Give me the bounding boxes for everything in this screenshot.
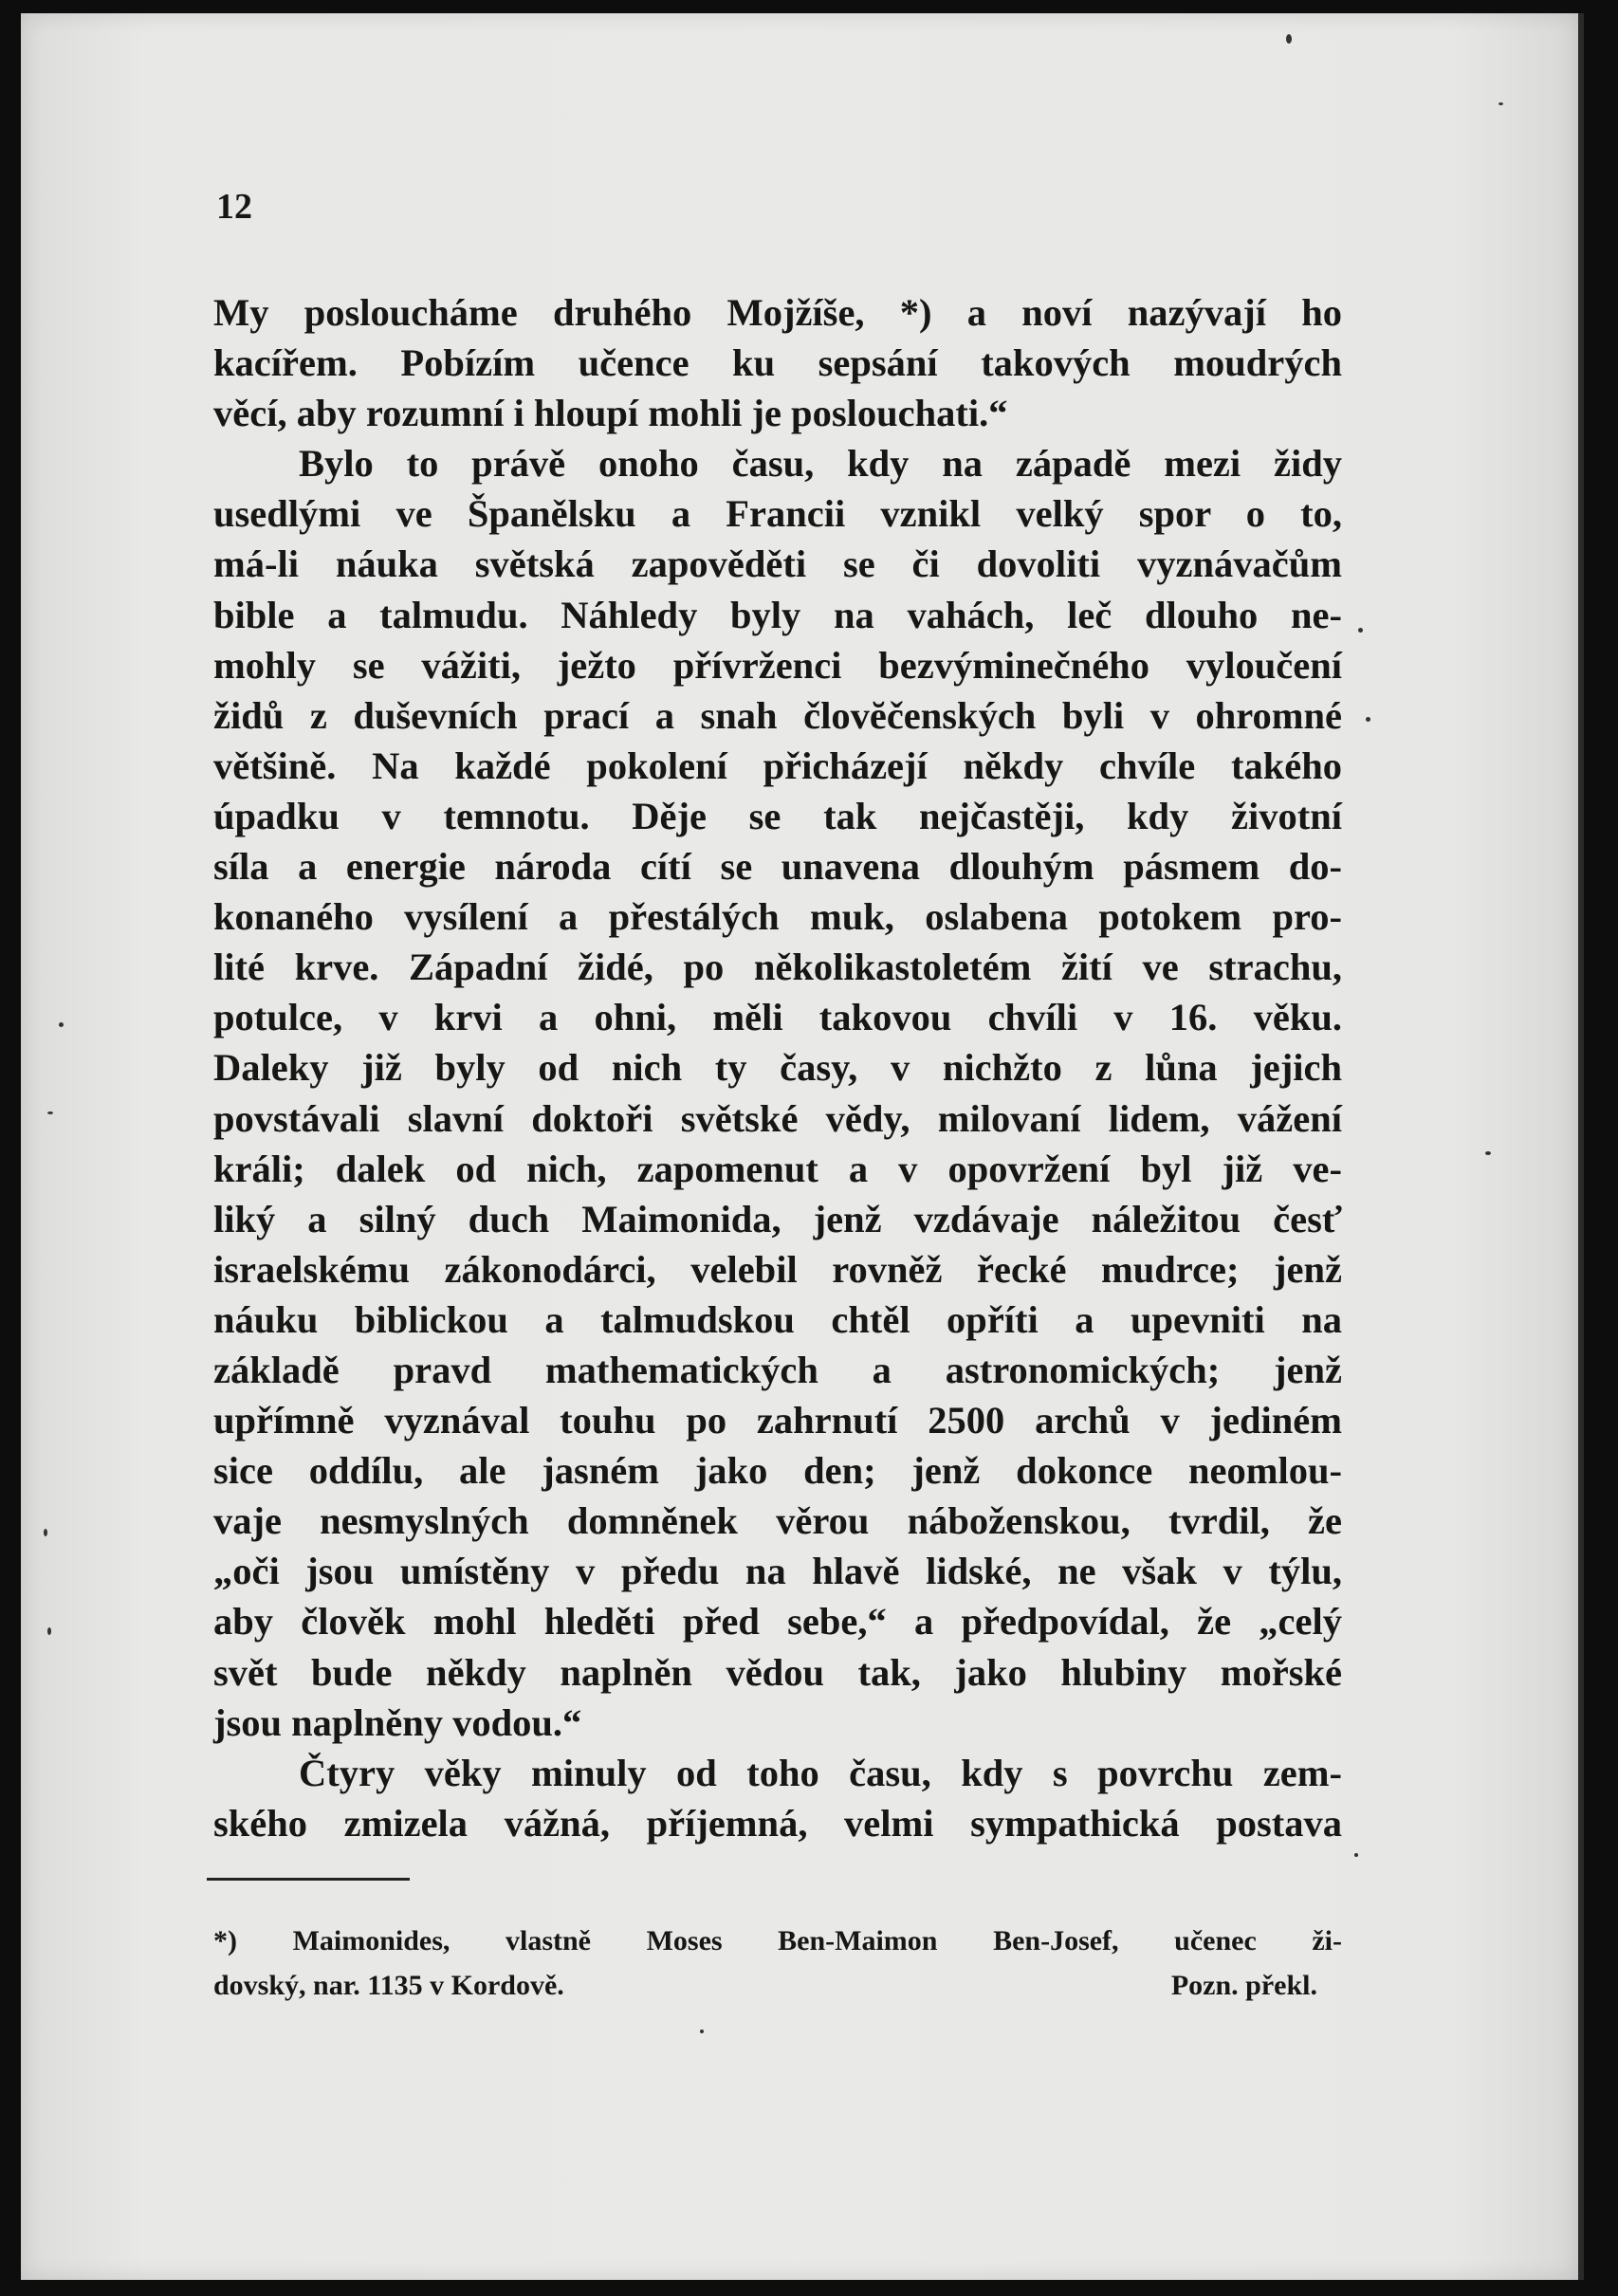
page-edge-shadow: [1578, 13, 1584, 2280]
text-line: většině. Na každé pokolení přicházejí někdy chvíle takého: [213, 744, 1342, 787]
text-line: židů z duševních prací a snah človĕčenských byli v ohromné: [213, 693, 1342, 737]
text-line: má-li náuka světská zapověděti se či dovoliti vyznávačům: [213, 542, 1342, 586]
scan-speck: [1366, 717, 1370, 722]
text-line: israelskému zákonodárci, velebil rovněž řecké mudrce; jenž: [213, 1247, 1342, 1291]
text-line: potulce, v krvi a ohni, měli takovou chvíli v 16. věku.: [213, 996, 1342, 1039]
text-line: náuku biblickou a talmudskou chtěl opříti a upevniti na: [213, 1297, 1342, 1341]
text-line: svět bude někdy naplněn vědou tak, jako hlubiny mořské: [213, 1650, 1342, 1694]
text-line: králi; dalek od nich, zapomenut a v opovržení byl již ve-: [213, 1147, 1342, 1190]
body-text: [213, 287, 1342, 1848]
scan-speck: [1485, 1151, 1491, 1155]
text-line: povstávali slavní doktoři světské vědy, milovaní lidem, vážení: [213, 1096, 1342, 1140]
text-line: usedlými ve Španělsku a Francii vznikl velký spor o to,: [213, 492, 1342, 536]
text-line: liký a silný duch Maimonida, jenž vzdávaje náležitou česť: [213, 1197, 1342, 1240]
scan-speck: [1354, 1853, 1358, 1857]
text-line: ského zmizela vážná, příjemná, velmi sympathická postava: [213, 1801, 1342, 1845]
text-line: základě pravd mathematických a astronomických; jenž: [213, 1348, 1342, 1391]
footnote: [213, 1919, 1342, 2008]
footnote-line: *) Maimonides, vlastně Moses Ben-Maimon Ben-Josef, učenec ži-: [213, 1925, 1342, 1956]
text-line: lité krve. Západní židé, po několikastoletém žití ve strachu,: [213, 946, 1342, 989]
footnote-text: dovský, nar. 1135 v Kordově.: [213, 1970, 564, 2001]
scan-speck: [59, 1022, 64, 1027]
text-line: bible a talmudu. Náhledy byly na vahách, leč dlouho ne-: [213, 593, 1342, 636]
scan-speck: [47, 1627, 51, 1635]
text-line: mohly se vážiti, ježto přívrženci bezvýminečného vyloučení: [213, 643, 1342, 687]
text-line: konaného vysílení a přestálých muk, oslabena potokem pro-: [213, 895, 1342, 939]
scan-speck: [1286, 34, 1292, 44]
scan-speck: [700, 2030, 704, 2033]
text-line: „oči jsou umístěny v předu na hlavě lidské, ne však v týlu,: [213, 1550, 1342, 1593]
text-line: jsou naplněny vodou.“: [213, 1700, 582, 1744]
text-line: Bylo to právě onoho času, kdy na západě mezi židy: [299, 442, 1342, 486]
scan-speck: [1498, 102, 1503, 105]
text-line: věcí, aby rozumní i hloupí mohli je poslouchati.“: [213, 392, 1008, 435]
text-line: My posloucháme druhého Mojžíše, *) a noví nazývají ho: [213, 291, 1342, 334]
text-line: vaje nesmyslných domněnek věrou náboženskou, tvrdil, že: [213, 1499, 1342, 1543]
text-line: Daleky již byly od nich ty časy, v nichžto z lůna jejich: [213, 1046, 1342, 1090]
text-line: sice oddílu, ale jasném jako den; jenž dokonce neomlou-: [213, 1449, 1342, 1493]
scan-speck: [44, 1529, 47, 1536]
footnote-line: [213, 1963, 1342, 2008]
text-line: upřímně vyznával touhu po zahrnutí 2500 archů v jediném: [213, 1399, 1342, 1442]
scan-speck: [1358, 628, 1363, 633]
footnote-divider: [207, 1878, 410, 1881]
text-line: síla a energie národa cítí se unavena dlouhým pásmem do-: [213, 845, 1342, 889]
text-line: úpadku v temnotu. Děje se tak nejčastěji, kdy životní: [213, 794, 1342, 837]
text-line: Čtyry věky minuly od toho času, kdy s povrchu zem-: [299, 1751, 1342, 1794]
page-number: 12: [216, 187, 252, 227]
translator-note: Pozn. překl.: [1170, 1970, 1317, 2001]
scan-speck: [47, 1111, 53, 1114]
text-line: aby člověk mohl hleděti před sebe,“ a předpovídal, že „celý: [213, 1600, 1342, 1644]
text-line: kacířem. Pobízím učence ku sepsání takových moudrých: [213, 341, 1342, 385]
